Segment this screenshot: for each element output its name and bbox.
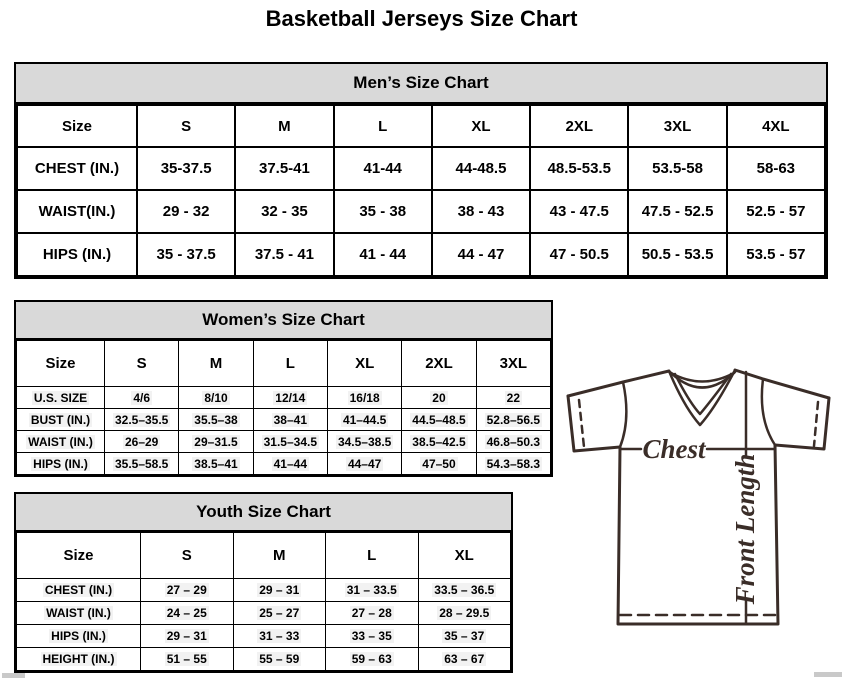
size-header-row: [17, 533, 511, 579]
size-cell: 59 – 63: [326, 648, 419, 671]
size-cell: 29 – 31: [233, 579, 326, 602]
size-cell: 63 – 67: [418, 648, 511, 671]
size-cell: 47–50: [402, 453, 476, 475]
size-cell: 38.5–41: [179, 453, 253, 475]
size-cell: 28 – 29.5: [418, 602, 511, 625]
size-cell: 38–41: [253, 409, 327, 431]
size-cell: 53.5 - 57: [727, 233, 825, 276]
size-cell: 37.5 - 41: [235, 233, 333, 276]
row-label: WAIST (IN.): [17, 602, 141, 625]
size-cell: 41–44: [253, 453, 327, 475]
size-cell: 33.5 – 36.5: [418, 579, 511, 602]
size-cell: 37.5-41: [235, 147, 333, 190]
size-cell: 35 – 37: [418, 625, 511, 648]
size-cell: 27 – 29: [141, 579, 234, 602]
size-cell: 32.5–35.5: [105, 409, 179, 431]
size-cell: 35-37.5: [137, 147, 235, 190]
column-header: XL: [418, 533, 511, 579]
column-header: L: [253, 341, 327, 387]
size-cell: 31.5–34.5: [253, 431, 327, 453]
size-cell: 53.5-58: [628, 147, 726, 190]
table-row: [17, 431, 551, 453]
table-row: [17, 409, 551, 431]
size-cell: 44.5–48.5: [402, 409, 476, 431]
size-cell: 41–44.5: [327, 409, 401, 431]
row-label: HIPS (IN.): [17, 625, 141, 648]
table-row: [17, 147, 825, 190]
column-header: L: [334, 105, 432, 147]
table-row: [17, 387, 551, 409]
column-header: Size: [17, 105, 137, 147]
size-cell: 33 – 35: [326, 625, 419, 648]
page-title: Basketball Jerseys Size Chart: [265, 6, 578, 31]
column-header: 2XL: [402, 341, 476, 387]
scrollbar-fragment-right[interactable]: [814, 672, 842, 677]
size-cell: 29–31.5: [179, 431, 253, 453]
jersey-collar: [669, 370, 735, 425]
size-cell: 34.5–38.5: [327, 431, 401, 453]
youth-size-chart: [14, 492, 513, 673]
womens-size-table: [16, 340, 551, 475]
youth-chart-title: Youth Size Chart: [16, 494, 511, 532]
column-header: Size: [17, 341, 105, 387]
size-cell: 54.3–58.3: [476, 453, 550, 475]
size-cell: 44 - 47: [432, 233, 530, 276]
size-cell: 8/10: [179, 387, 253, 409]
size-cell: 47.5 - 52.5: [628, 190, 726, 233]
column-header: S: [105, 341, 179, 387]
size-cell: 38.5–42.5: [402, 431, 476, 453]
womens-size-chart: [14, 300, 553, 477]
table-row: [17, 190, 825, 233]
table-row: [17, 602, 511, 625]
size-cell: 26–29: [105, 431, 179, 453]
size-cell: 35.5–58.5: [105, 453, 179, 475]
size-cell: 46.8–50.3: [476, 431, 550, 453]
size-cell: 29 – 31: [141, 625, 234, 648]
size-cell: 20: [402, 387, 476, 409]
column-header: S: [137, 105, 235, 147]
column-header: 2XL: [530, 105, 628, 147]
column-header: 4XL: [727, 105, 825, 147]
womens-chart-title: Women’s Size Chart: [16, 302, 551, 340]
size-cell: 32 - 35: [235, 190, 333, 233]
size-cell: 16/18: [327, 387, 401, 409]
row-label: HIPS (IN.): [17, 233, 137, 276]
size-cell: 31 – 33.5: [326, 579, 419, 602]
table-row: [17, 625, 511, 648]
size-cell: 52.5 - 57: [727, 190, 825, 233]
size-cell: 47 - 50.5: [530, 233, 628, 276]
front-length-measure-label: Front Length: [730, 453, 760, 605]
column-header: M: [235, 105, 333, 147]
row-label: CHEST (IN.): [17, 147, 137, 190]
row-label: CHEST (IN.): [17, 579, 141, 602]
size-cell: 55 – 59: [233, 648, 326, 671]
column-header: M: [233, 533, 326, 579]
column-header: Size: [17, 533, 141, 579]
chest-measure-label: Chest: [642, 434, 706, 464]
size-cell: 35 - 37.5: [137, 233, 235, 276]
size-cell: 24 – 25: [141, 602, 234, 625]
size-cell: 22: [476, 387, 550, 409]
size-cell: 31 – 33: [233, 625, 326, 648]
size-cell: 29 - 32: [137, 190, 235, 233]
scrollbar-fragment-left[interactable]: [2, 673, 25, 678]
column-header: 3XL: [476, 341, 550, 387]
table-row: [17, 453, 551, 475]
youth-size-table: [16, 532, 511, 671]
column-header: M: [179, 341, 253, 387]
mens-size-chart: [14, 62, 828, 279]
mens-chart-title: Men’s Size Chart: [16, 64, 826, 104]
jersey-diagram: [557, 357, 843, 679]
column-header: XL: [327, 341, 401, 387]
size-cell: 41-44: [334, 147, 432, 190]
row-label: WAIST(IN.): [17, 190, 137, 233]
table-row: [17, 233, 825, 276]
table-row: [17, 648, 511, 671]
size-header-row: [17, 341, 551, 387]
size-cell: 58-63: [727, 147, 825, 190]
size-cell: 38 - 43: [432, 190, 530, 233]
column-header: 3XL: [628, 105, 726, 147]
mens-size-table: [16, 104, 826, 277]
size-cell: 52.8–56.5: [476, 409, 550, 431]
size-cell: 25 – 27: [233, 602, 326, 625]
column-header: L: [326, 533, 419, 579]
jersey-outline: [568, 370, 829, 624]
size-cell: 27 – 28: [326, 602, 419, 625]
size-cell: 4/6: [105, 387, 179, 409]
row-label: HEIGHT (IN.): [17, 648, 141, 671]
row-label: WAIST (IN.): [17, 431, 105, 453]
size-header-row: [17, 105, 825, 147]
table-row: [17, 579, 511, 602]
size-cell: 12/14: [253, 387, 327, 409]
size-cell: 35.5–38: [179, 409, 253, 431]
size-cell: 44–47: [327, 453, 401, 475]
size-cell: 51 – 55: [141, 648, 234, 671]
size-cell: 50.5 - 53.5: [628, 233, 726, 276]
column-header: S: [141, 533, 234, 579]
size-cell: 44-48.5: [432, 147, 530, 190]
size-cell: 48.5-53.5: [530, 147, 628, 190]
size-cell: 41 - 44: [334, 233, 432, 276]
row-label: HIPS (IN.): [17, 453, 105, 475]
column-header: XL: [432, 105, 530, 147]
row-label: U.S. SIZE: [17, 387, 105, 409]
size-cell: 43 - 47.5: [530, 190, 628, 233]
size-cell: 35 - 38: [334, 190, 432, 233]
row-label: BUST (IN.): [17, 409, 105, 431]
